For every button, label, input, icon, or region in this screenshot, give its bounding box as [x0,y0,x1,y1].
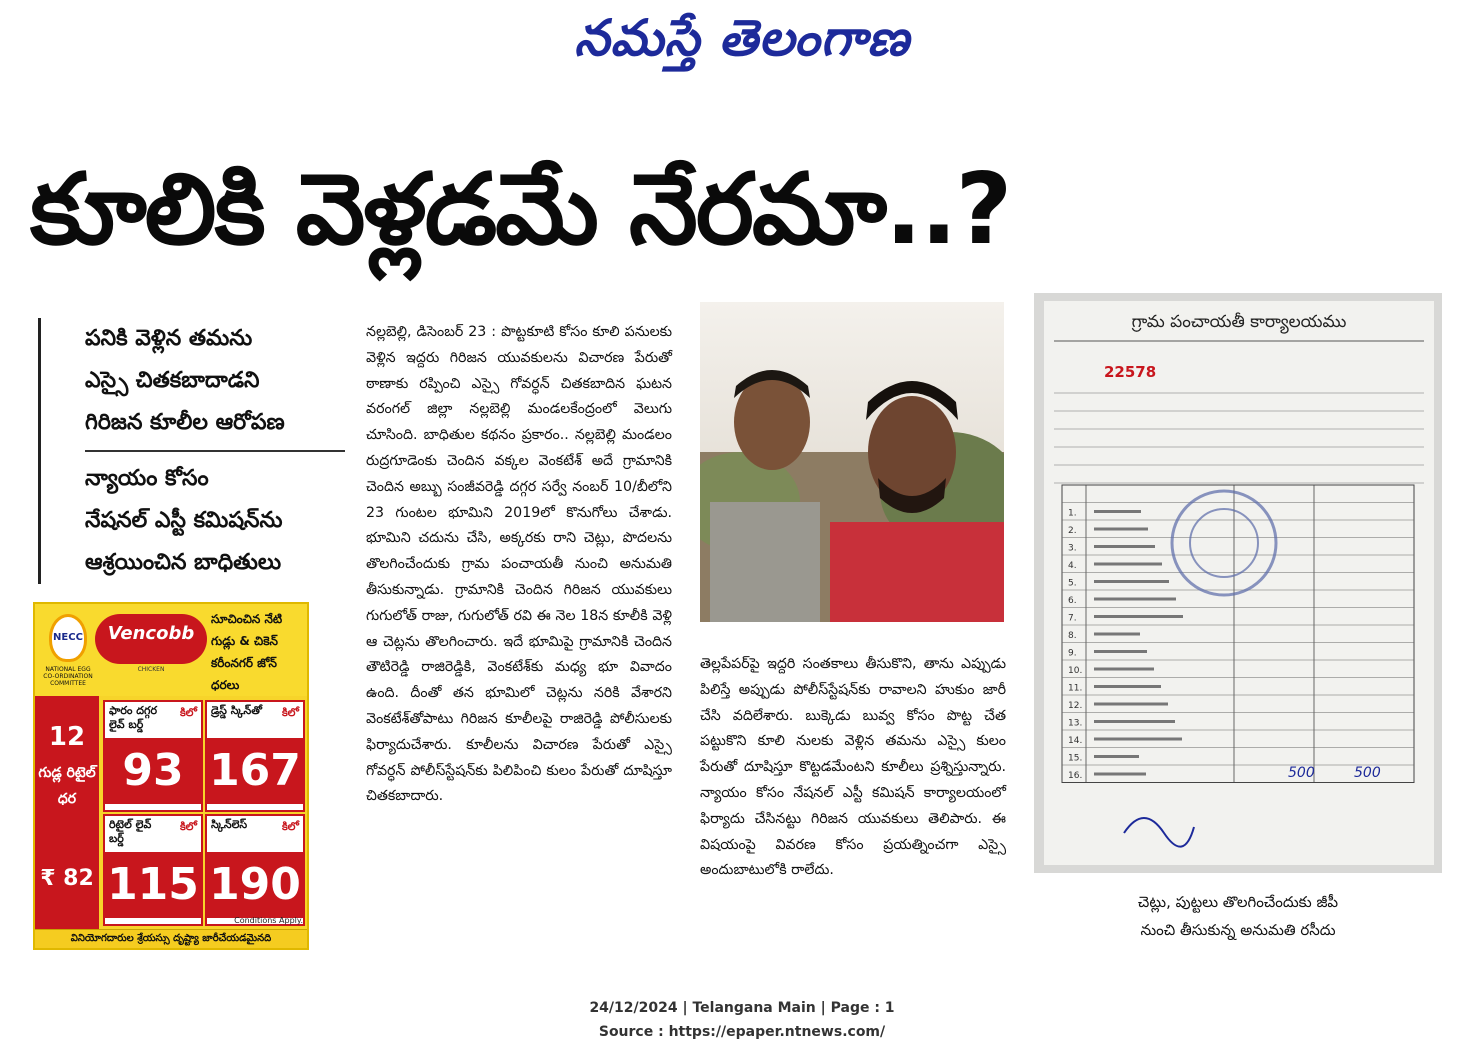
necc-text: NATIONAL EGG CO-ORDINATION COMMITTEE [43,666,93,687]
egg-icon: NECC [49,614,87,662]
price-value: 93 [105,738,201,804]
price-cell [205,814,305,926]
subhead-divider [85,450,345,452]
egg-rate-label: గుడ్ల రిటైల్ ధర [38,765,96,807]
price-label: డ్రెస్డ్ స్కిన్‌తో [211,704,263,717]
price-label: రిటైల్ లైవ్ బర్డ్ [109,818,152,845]
egg-rate-value: ₹ 82 [40,866,94,891]
masthead-title: నమస్తే తెలంగాణ [574,8,910,67]
receipt-amount: 500 [1288,765,1315,781]
gp-receipt-image [1034,293,1442,873]
price-unit: కిలో [281,706,299,719]
vencobb-logo: Vencobb [95,614,207,664]
subhead-line: ఆశ్రయించిన బాధితులు [85,550,282,575]
brand-subtitle: CHICKEN [137,666,165,673]
price-cell [103,700,203,812]
price-unit: కిలో [281,820,299,833]
receipt-row-number: 8. [1068,631,1077,641]
article-column-2: తెల్లపేపర్‌పై ఇద్దరి సంతకాలు తీసుకొని, తాను ఎప్పుడు పిలిస్తే అప్పుడు పోలీస్‌స్టేషన్‌కు రావాలని హుకుం జారీ చేసి వదిలేశారు. బుక్కెడు బువ్వ కోసం పొట్ట చేత పట్టుకొని కూలి నులకు వెళ్లిన తమను ఎస్సై కులం పేరుతో దూషిస్తూ కొట్టడమేంటని కూలీలు ప్రశ్నిస్తున్నారు. న్యాయం కోసం నేషనల్ ఎస్టీ కమిషన్ కార్యాలయంలో ఫిర్యాదు చేసినట్టు గిరిజన యువకులు తెలిపారు. ఈ విషయంపై వివరణ కోసం ప్రయత్నించగా ఎస్సై అందుబాటులోకి రాలేదు. [700,656,1006,879]
receipt-row-number: 14. [1068,736,1083,746]
receipt-row-number: 7. [1068,613,1077,624]
price-unit: కిలో [179,706,197,719]
subhead-line: పనికి వెళ్లిన తమను [85,326,253,351]
conditions-text: Conditions Apply. [234,916,303,925]
masthead-logo [0,8,1484,80]
egg-count: 12 [48,722,86,752]
receipt-row-number: 15. [1068,753,1083,764]
article-column-1: నల్లబెల్లి, డిసెంబర్ 23 : పొట్టకూటి కోసం కూలి పనులకు వెళ్లిన ఇద్దరు గిరిజన యువకులను విచారణ పేరుతో ఠాణాకు రప్పించి ఎస్సై గోవర్ధన్ చితకబాదిన ఘటన వరంగల్ జిల్లా నల్లబెల్లి మండలకేంద్రంలో వెలుగు చూసింది. బాధితుల కథనం ప్రకారం.. నల్లబెల్లి మండలం రుద్రగూడెంకు చెందిన వక్కల వెంకటేశ్ అదే గ్రామానికి చెందిన అబ్బు సంజీవరెడ్డి దగ్గర సర్వే నంబర్ 10/బీలోని 23 గుంటల భూమిని 2019లో కొనుగోలు చేశాడు. భూమిని చదును చేసి, అక్కరకు రాని చెట్లు, పొదలను తొలగించేందుకు గ్రామ పంచాయతీ నుంచి అనుమతి తీసుకున్నాడు. గ్రామానికి చెందిన గిరిజన యువకులు గుగులోత్ రాజు, గుగులోత్ రవి ఈ నెల 18న కూలీకి వెళ్లి ఆ చెట్లను తొలగించారు. ఇదే భూమిపై గ్రామానికి చెందిన తౌటిరెడ్డి రాజిరెడ్డికి, వెంకటేశ్‌కు మధ్య భూ వివాదం ఉంది. దీంతో తన భూమిలో చెట్లను నరికి వేశారని వెంకటేశ్‌తోపాటు గిరిజన కూలీలపై రాజిరెడ్డి పోలీసులకు ఫిర్యాదుచేశారు. కూలీలను విచారణ పేరుతో ఎస్సై గోవర్ధన్ పోలీస్‌స్టేషన్‌కు పిలిపించి కులం పేరుతో దూషిస్తూ చితకబాదారు. [366,324,672,805]
ad-footer: వినియోగదారుల శ్రేయస్సు దృష్ట్యా జారీచేయడమైనది [35,929,307,948]
caption-line: చెట్లు, పుట్టలు తొలగించేందుకు జీపీ [1137,893,1339,911]
price-value: 167 [207,738,303,804]
receipt-row-number: 5. [1068,578,1077,589]
ad-title: సూచించిన నేటి గుడ్లు & చికెన్ కరీంనగర్ జోన్ ధరలు [211,612,283,692]
caption-line: నుంచి తీసుకున్న అనుమతి రసీదు [1140,921,1336,939]
price-cell [205,700,305,812]
receipt-row-number: 12. [1068,701,1083,711]
headline: కూలికి వెళ్లడమే నేరమా..? [30,153,1011,267]
receipt-amount: 500 [1354,765,1381,781]
receipt-row-number: 11. [1068,683,1083,694]
receipt-row-number: 13. [1068,718,1083,729]
price-value: 190 [207,852,303,918]
receipt-row-number: 2. [1068,526,1077,536]
receipt-caption [1034,888,1442,944]
receipt-row-number: 4. [1068,561,1077,571]
receipt-number: 22578 [1104,363,1157,381]
receipt-row-number: 3. [1068,543,1077,554]
subhead-line: ఎస్సై చితకబాదాడని [85,368,260,393]
egg-rate-panel [35,696,99,932]
price-cell [103,814,203,926]
receipt-row-number: 6. [1068,596,1077,606]
subheads [38,318,358,584]
price-unit: కిలో [179,820,197,833]
receipt-row-number: 10. [1068,666,1083,676]
receipt-row-number: 9. [1068,648,1077,659]
necc-logo [39,610,91,690]
footer-date-line: 24/12/2024 | Telangana Main | Page : 1 [589,1000,895,1016]
receipt-row-number: 16. [1068,771,1083,781]
page-footer [0,996,1484,1044]
price-label: స్కిన్‌లెస్ [211,818,248,831]
price-label: ఫారం దగ్గర లైవ్ బర్డ్ [109,704,157,731]
subhead-line: గిరిజన కూలీల ఆరోపణ [85,410,285,435]
price-value: 115 [105,852,201,918]
receipt-row-number: 1. [1068,508,1077,519]
footer-source-line: Source : https://epaper.ntnews.com/ [598,1024,886,1040]
victims-photo [700,302,1004,622]
chicken-price-ad [33,602,309,950]
subhead-line: న్యాయం కోసం [85,466,209,491]
subhead-line: నేషనల్ ఎస్టీ కమిషన్‌ను [85,508,283,533]
receipt-title: గ్రామ పంచాయతీ కార్యాలయము [1131,312,1347,332]
